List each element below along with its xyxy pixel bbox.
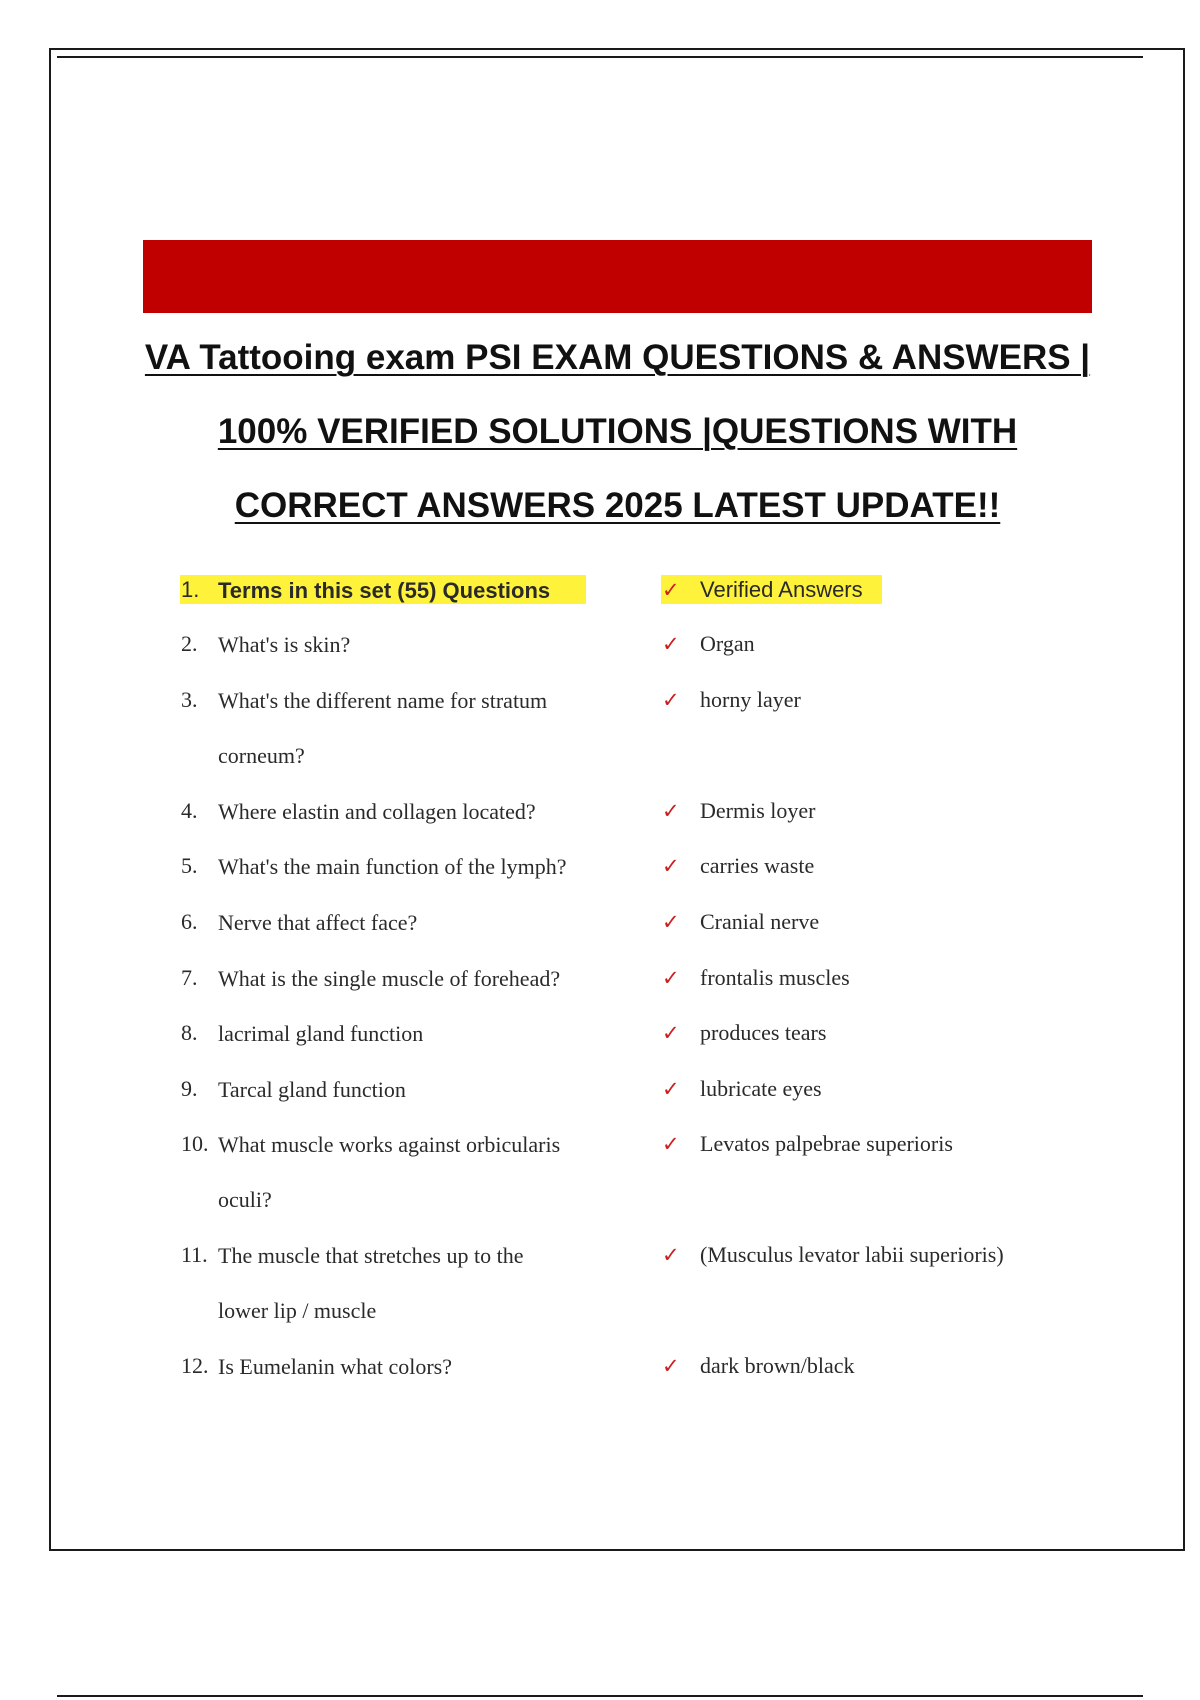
item-number: 11. bbox=[181, 1242, 208, 1267]
question-text: What's the main function of the lymph? bbox=[218, 854, 567, 879]
questions-header: Terms in this set (55) Questions bbox=[218, 578, 551, 603]
question-text: Tarcal gland function bbox=[218, 1077, 406, 1102]
title-line-2: 100% VERIFIED SOLUTIONS |QUESTIONS WITH bbox=[217, 412, 1018, 451]
check-icon: ✓ bbox=[662, 854, 680, 878]
answer-text: horny layer bbox=[700, 687, 801, 712]
check-icon: ✓ bbox=[662, 966, 680, 990]
question-text: Where elastin and collagen located? bbox=[218, 799, 536, 824]
item-number: 3. bbox=[181, 687, 198, 712]
answer-text: Organ bbox=[700, 631, 755, 656]
title-line-1: VA Tattooing exam PSI EXAM QUESTIONS & ANSWERS | bbox=[144, 338, 1091, 377]
answers-header: Verified Answers bbox=[700, 577, 863, 602]
check-icon: ✓ bbox=[662, 1132, 680, 1156]
answer-text: (Musculus levator labii superioris) bbox=[700, 1242, 1004, 1267]
question-text: The muscle that stretches up to the lower lip / muscle bbox=[218, 1243, 524, 1323]
item-number: 10. bbox=[181, 1131, 209, 1156]
answer-text: frontalis muscles bbox=[700, 965, 850, 990]
item-number: 4. bbox=[181, 798, 198, 823]
answer-text: Cranial nerve bbox=[700, 909, 820, 934]
check-icon: ✓ bbox=[662, 632, 680, 656]
answer-text: dark brown/black bbox=[700, 1353, 855, 1378]
title-line-3: CORRECT ANSWERS 2025 LATEST UPDATE!! bbox=[234, 486, 1001, 525]
item-number: 1. bbox=[181, 577, 200, 602]
question-text: What's the different name for stratum corneum? bbox=[218, 688, 548, 768]
item-number: 9. bbox=[181, 1076, 198, 1101]
answer-text: produces tears bbox=[700, 1020, 827, 1045]
question-text: What muscle works against orbicularis oculi? bbox=[218, 1132, 561, 1212]
item-number: 8. bbox=[181, 1020, 198, 1045]
answer-text: lubricate eyes bbox=[700, 1076, 822, 1101]
check-icon: ✓ bbox=[662, 688, 680, 712]
question-text: Is Eumelanin what colors? bbox=[218, 1354, 452, 1379]
item-number: 5. bbox=[181, 853, 198, 878]
check-icon: ✓ bbox=[662, 1243, 680, 1267]
check-icon: ✓ bbox=[662, 1021, 680, 1045]
question-text: What's is skin? bbox=[218, 632, 351, 657]
item-number: 6. bbox=[181, 909, 198, 934]
item-number: 7. bbox=[181, 965, 198, 990]
check-icon: ✓ bbox=[662, 799, 680, 823]
check-icon: ✓ bbox=[662, 578, 680, 602]
question-text: What is the single muscle of forehead? bbox=[218, 966, 561, 991]
check-icon: ✓ bbox=[662, 1354, 680, 1378]
item-number: 2. bbox=[181, 631, 198, 656]
answer-text: Dermis loyer bbox=[700, 798, 816, 823]
item-number: 12. bbox=[181, 1353, 209, 1378]
answer-text: carries waste bbox=[700, 853, 815, 878]
question-text: Nerve that affect face? bbox=[218, 910, 418, 935]
check-icon: ✓ bbox=[662, 1077, 680, 1101]
check-icon: ✓ bbox=[662, 910, 680, 934]
answer-text: Levatos palpebrae superioris bbox=[700, 1131, 953, 1156]
question-text: lacrimal gland function bbox=[218, 1021, 424, 1046]
